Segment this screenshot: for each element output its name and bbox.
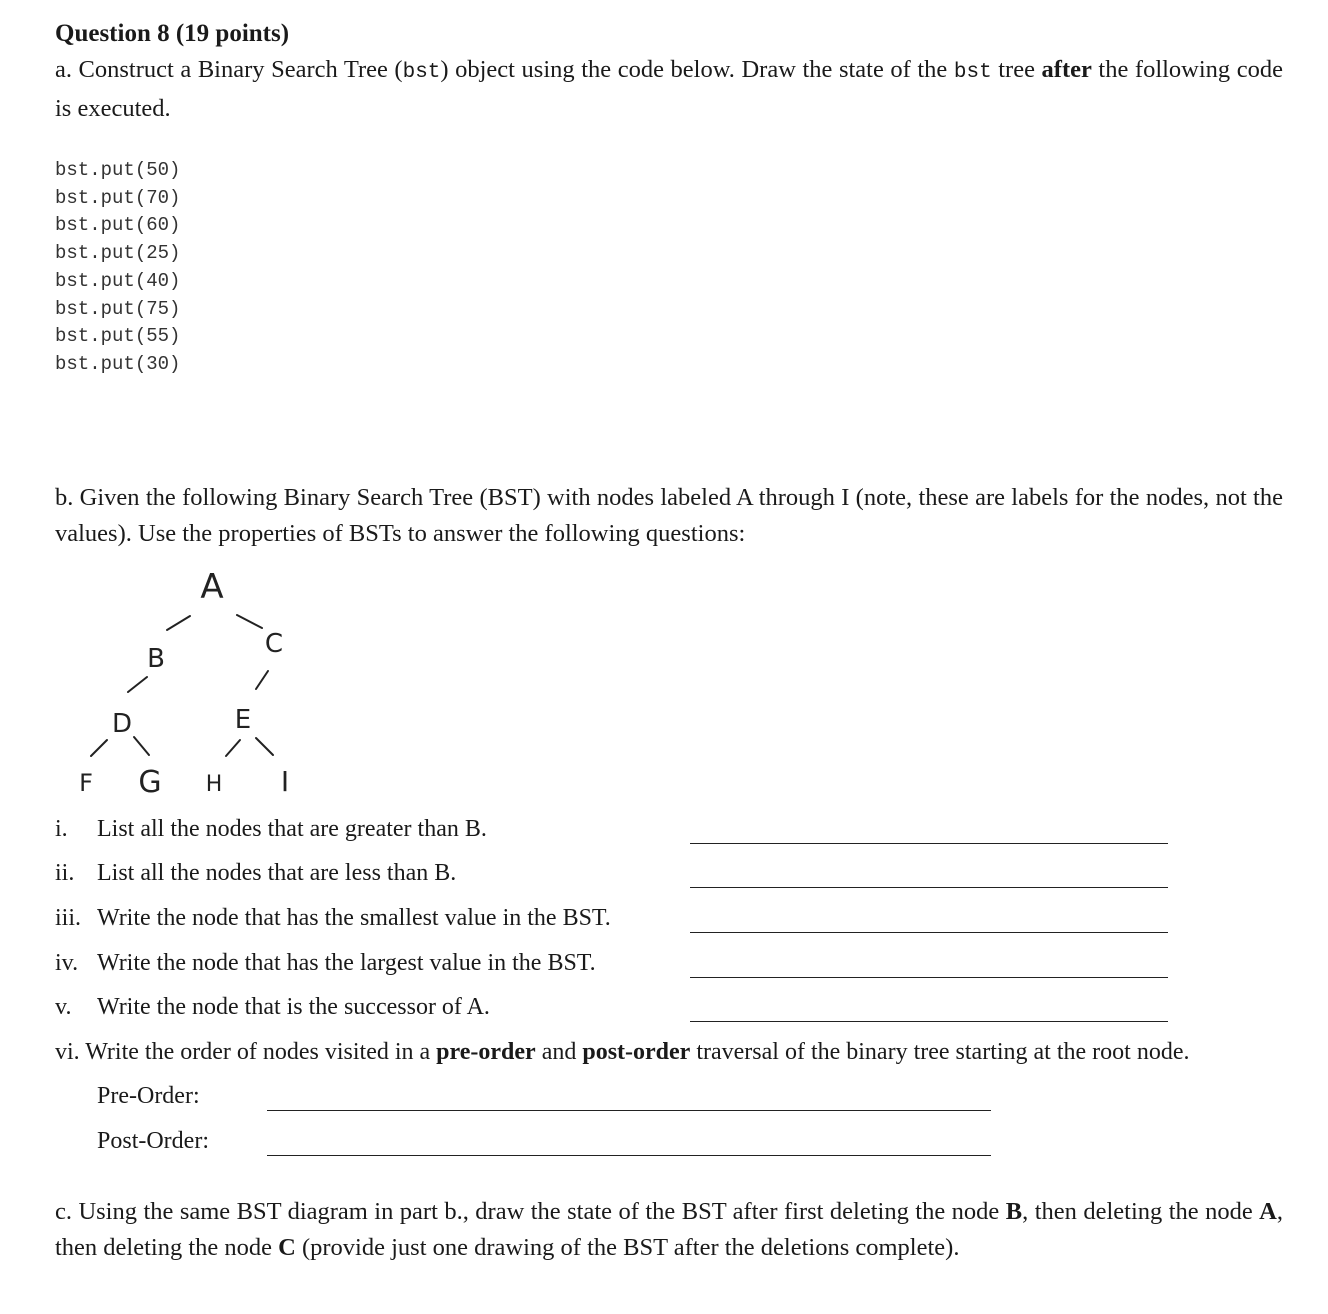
code-line: bst.put(70) xyxy=(55,186,181,209)
pre-order-label: Pre-Order: xyxy=(97,1083,200,1109)
answer-line-ii[interactable] xyxy=(690,887,1168,888)
question-title: Question 8 (19 points) xyxy=(55,20,290,47)
tree-node-h: H xyxy=(205,772,223,797)
edge-b-d xyxy=(128,677,147,692)
question-vi-text-1: vi. Write the order of nodes visited in a xyxy=(55,1039,437,1065)
code-line: bst.put(30) xyxy=(55,352,181,375)
post-order-answer-line[interactable] xyxy=(267,1155,991,1156)
part-a-text-2: ) object using the code below. Draw the state of the xyxy=(440,56,954,83)
part-c-text-4: (provide just one drawing of the BST after the deletions complete). xyxy=(295,1234,960,1261)
part-b-intro: b. Given the following Binary Search Tree (BST) with nodes labeled A through I (note, these are labels for the nodes, not the values). Use the properties of BSTs to answer the following questions: xyxy=(55,484,1283,547)
code-line: bst.put(75) xyxy=(55,297,181,320)
answer-line-v[interactable] xyxy=(690,1021,1168,1022)
tree-node-c: C xyxy=(264,629,284,659)
code-line: bst.put(40) xyxy=(55,269,181,292)
bst-diagram xyxy=(60,560,320,810)
question-number: i. xyxy=(55,816,68,842)
question-vi-bold-preorder: pre-order xyxy=(436,1039,536,1065)
pre-order-answer-line[interactable] xyxy=(267,1110,991,1111)
question-vi-text-3: traversal of the binary tree starting at the root node. xyxy=(690,1039,1190,1065)
edge-a-b xyxy=(167,616,190,630)
question-text: Write the node that is the successor of A. xyxy=(97,994,490,1020)
question-ii xyxy=(55,860,456,887)
part-c-bold-a: A xyxy=(1259,1198,1277,1225)
question-text: Write the node that has the smallest value in the BST. xyxy=(97,905,611,931)
edge-d-f xyxy=(91,740,107,756)
part-c-text-2: , then deleting the node xyxy=(1022,1198,1260,1225)
question-vi-text-2: and xyxy=(535,1039,583,1065)
question-vi-bold-postorder: post-order xyxy=(582,1039,691,1065)
tree-node-g: G xyxy=(138,765,162,800)
question-v xyxy=(55,994,490,1021)
code-line: bst.put(60) xyxy=(55,214,181,237)
part-c-text-3: , then deleting the node xyxy=(55,1198,1283,1261)
tree-node-d: D xyxy=(111,709,133,739)
tree-node-e: E xyxy=(234,705,252,735)
part-a-code-2: bst xyxy=(953,61,992,84)
part-c-bold-c: C xyxy=(278,1234,296,1261)
code-line: bst.put(25) xyxy=(55,242,181,265)
tree-node-i: I xyxy=(280,765,290,798)
part-c-prompt xyxy=(55,1194,1283,1266)
answer-line-iii[interactable] xyxy=(690,932,1168,933)
part-c-text-1: c. Using the same BST diagram in part b., draw the state of the BST after first deleting the node xyxy=(55,1198,1006,1225)
part-a-text-3: tree xyxy=(991,56,1042,83)
part-a-code-1: bst xyxy=(402,61,441,84)
question-number: ii. xyxy=(55,860,75,886)
post-order-label: Post-Order: xyxy=(97,1128,209,1154)
edge-c-e xyxy=(256,671,268,689)
part-a-text-4: the following code is executed. xyxy=(55,56,1283,122)
part-a-text-1: a. Construct a Binary Search Tree ( xyxy=(55,56,403,83)
question-number: v. xyxy=(55,994,72,1020)
question-iii xyxy=(55,905,611,932)
edge-a-c xyxy=(237,615,262,628)
part-a-prompt xyxy=(55,52,1283,127)
question-text: Write the node that has the largest value in the BST. xyxy=(97,950,596,976)
part-a-bold-after: after xyxy=(1041,56,1092,83)
code-line: bst.put(55) xyxy=(55,325,181,348)
question-text: List all the nodes that are less than B. xyxy=(97,860,457,886)
question-i xyxy=(55,816,487,843)
question-vi xyxy=(55,1039,1189,1066)
tree-node-b: B xyxy=(147,644,165,674)
answer-line-i[interactable] xyxy=(690,843,1168,844)
tree-node-f: F xyxy=(79,769,93,797)
edge-d-g xyxy=(134,737,149,755)
answer-line-iv[interactable] xyxy=(690,977,1168,978)
part-c-bold-b: B xyxy=(1005,1198,1023,1225)
code-line: bst.put(50) xyxy=(55,159,181,181)
edge-e-h xyxy=(226,740,240,756)
question-number: iii. xyxy=(55,905,82,931)
tree-node-a: A xyxy=(200,567,224,607)
code-block xyxy=(55,157,180,379)
question-number: iv. xyxy=(55,950,79,976)
question-iv xyxy=(55,950,596,977)
question-text: List all the nodes that are greater than B. xyxy=(97,816,487,842)
edge-e-i xyxy=(256,738,273,755)
